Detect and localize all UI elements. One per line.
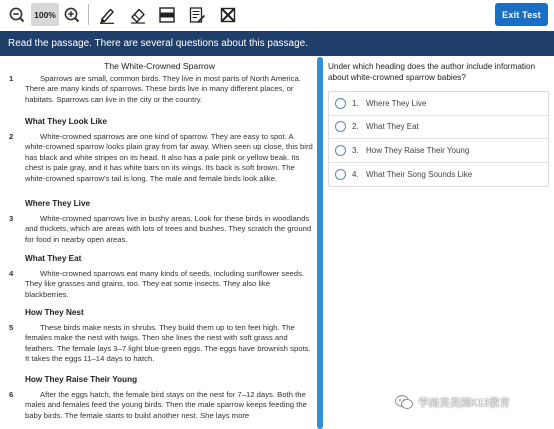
option-number: 1.	[352, 98, 359, 108]
question-stem: Under which heading does the author include information about white-crowned sparrow babies?	[328, 62, 536, 82]
option-label: How They Raise Their Young	[366, 145, 470, 155]
answer-eliminator-button[interactable]	[217, 3, 239, 26]
toolbar-divider	[88, 4, 89, 25]
paragraph-number: 6	[9, 390, 14, 399]
passage-paragraph	[3, 390, 316, 429]
answer-option[interactable]	[329, 92, 548, 116]
answer-options	[328, 91, 549, 187]
eraser-tool-button[interactable]	[127, 3, 149, 26]
paragraph-number: 2	[9, 132, 14, 141]
passage-paragraph	[3, 323, 316, 374]
instruction-banner	[0, 31, 554, 56]
zoom-in-button[interactable]	[61, 3, 83, 26]
option-label: What They Eat	[366, 122, 419, 132]
instruction-text: Read the passage. There are several questions about this passage.	[8, 38, 309, 49]
paragraph-number: 4	[9, 269, 14, 278]
answer-option[interactable]	[329, 163, 548, 187]
section-heading: How They Raise Their Young	[25, 375, 138, 384]
section-heading: What They Eat	[25, 254, 82, 263]
option-number: 3.	[352, 145, 359, 155]
exit-test-button[interactable]: Exit Test	[495, 3, 548, 26]
radio-button[interactable]	[335, 121, 346, 132]
zoom-out-button[interactable]	[6, 3, 28, 26]
paragraph-number: 5	[9, 323, 14, 332]
pen-tool-button[interactable]	[96, 3, 118, 26]
watermark-text: 学而美美国K12教育	[418, 396, 511, 409]
paragraph-number: 1	[9, 74, 14, 83]
radio-button[interactable]	[335, 145, 346, 156]
paragraph-text: Sparrows are small, common birds. They live in most parts of North America. There are many kinds of sparrows. These birds live in many different places, or habitats. Sparrows can live in the city or the country.	[25, 74, 301, 104]
paragraph-text: These birds make nests in shrubs. They build them up to ten feet high. The females make the nest with twigs. Then she lines the nest with soft grass and feathers. The female lays 3–7 light blue-green eggs. The eggs have brownish spots. It takes the eggs 11–14 days to hatch.	[25, 323, 311, 364]
option-number: 2.	[352, 122, 359, 132]
pen-icon	[98, 6, 116, 24]
line-reader-tool-button[interactable]	[156, 3, 178, 26]
question-pane	[326, 57, 554, 429]
paragraph-text: White-crowned sparrows live in bushy areas. Look for these birds in woodlands and thickets, which are areas with lots of trees and bushes. They scratch the ground for food in nearby open areas.	[25, 214, 312, 244]
paragraph-text: White-crowned sparrows are one kind of sparrow. They are easy to spot. A white-crowned sparrow looks plain gray from far away. When seen up close, this bird has black and white stripes on its head. It also has a pale pink or yellow beak. Its chest is pale gray, and it has white bars on its wings. Its back is soft brown. The white-crowned sparrow's tail is long. The male and female birds look alike.	[25, 132, 313, 183]
line-reader-icon	[158, 6, 176, 24]
passage-paragraph	[3, 74, 316, 114]
section-heading: How They Nest	[25, 308, 84, 317]
option-label: Where They Live	[366, 98, 427, 108]
passage-paragraph	[3, 269, 316, 308]
notepad-tool-button[interactable]	[186, 3, 208, 26]
radio-button[interactable]	[335, 98, 346, 109]
zoom-out-icon	[9, 7, 25, 23]
paragraph-number: 3	[9, 214, 14, 223]
wechat-logo-icon	[394, 394, 414, 410]
section-heading: What They Look Like	[25, 117, 107, 126]
paragraph-text: White-crowned sparrows eat many kinds of seeds, including sunflower seeds. They like grasses and grains, too. They eat some insects. They also like blackberries.	[25, 269, 305, 299]
passage-pane[interactable]	[3, 57, 316, 429]
passage-paragraph	[3, 132, 316, 198]
paragraph-text: After the eggs hatch, the female bird stays on the nest for 7–12 days. Both the males and females feed the young birds. Then the male sparrow keeps feeding the baby birds. The female starts to build another nest. She lays more	[25, 390, 307, 420]
eraser-icon	[129, 6, 147, 24]
option-label: What Their Song Sounds Like	[366, 169, 473, 179]
zoom-level: 100%	[31, 3, 59, 26]
answer-option[interactable]	[329, 116, 548, 140]
zoom-in-icon	[64, 7, 80, 23]
radio-button[interactable]	[335, 169, 346, 180]
passage-paragraph	[3, 214, 316, 253]
passage-title: The White-Crowned Sparrow	[104, 61, 215, 71]
toolbar	[0, 0, 554, 30]
section-heading: Where They Live	[25, 199, 91, 208]
option-number: 4.	[352, 169, 359, 179]
watermark	[394, 394, 510, 410]
answer-option[interactable]	[329, 139, 548, 163]
pane-splitter-scrollbar[interactable]	[317, 57, 323, 429]
answer-eliminator-icon	[219, 6, 237, 24]
notepad-icon	[188, 6, 206, 24]
